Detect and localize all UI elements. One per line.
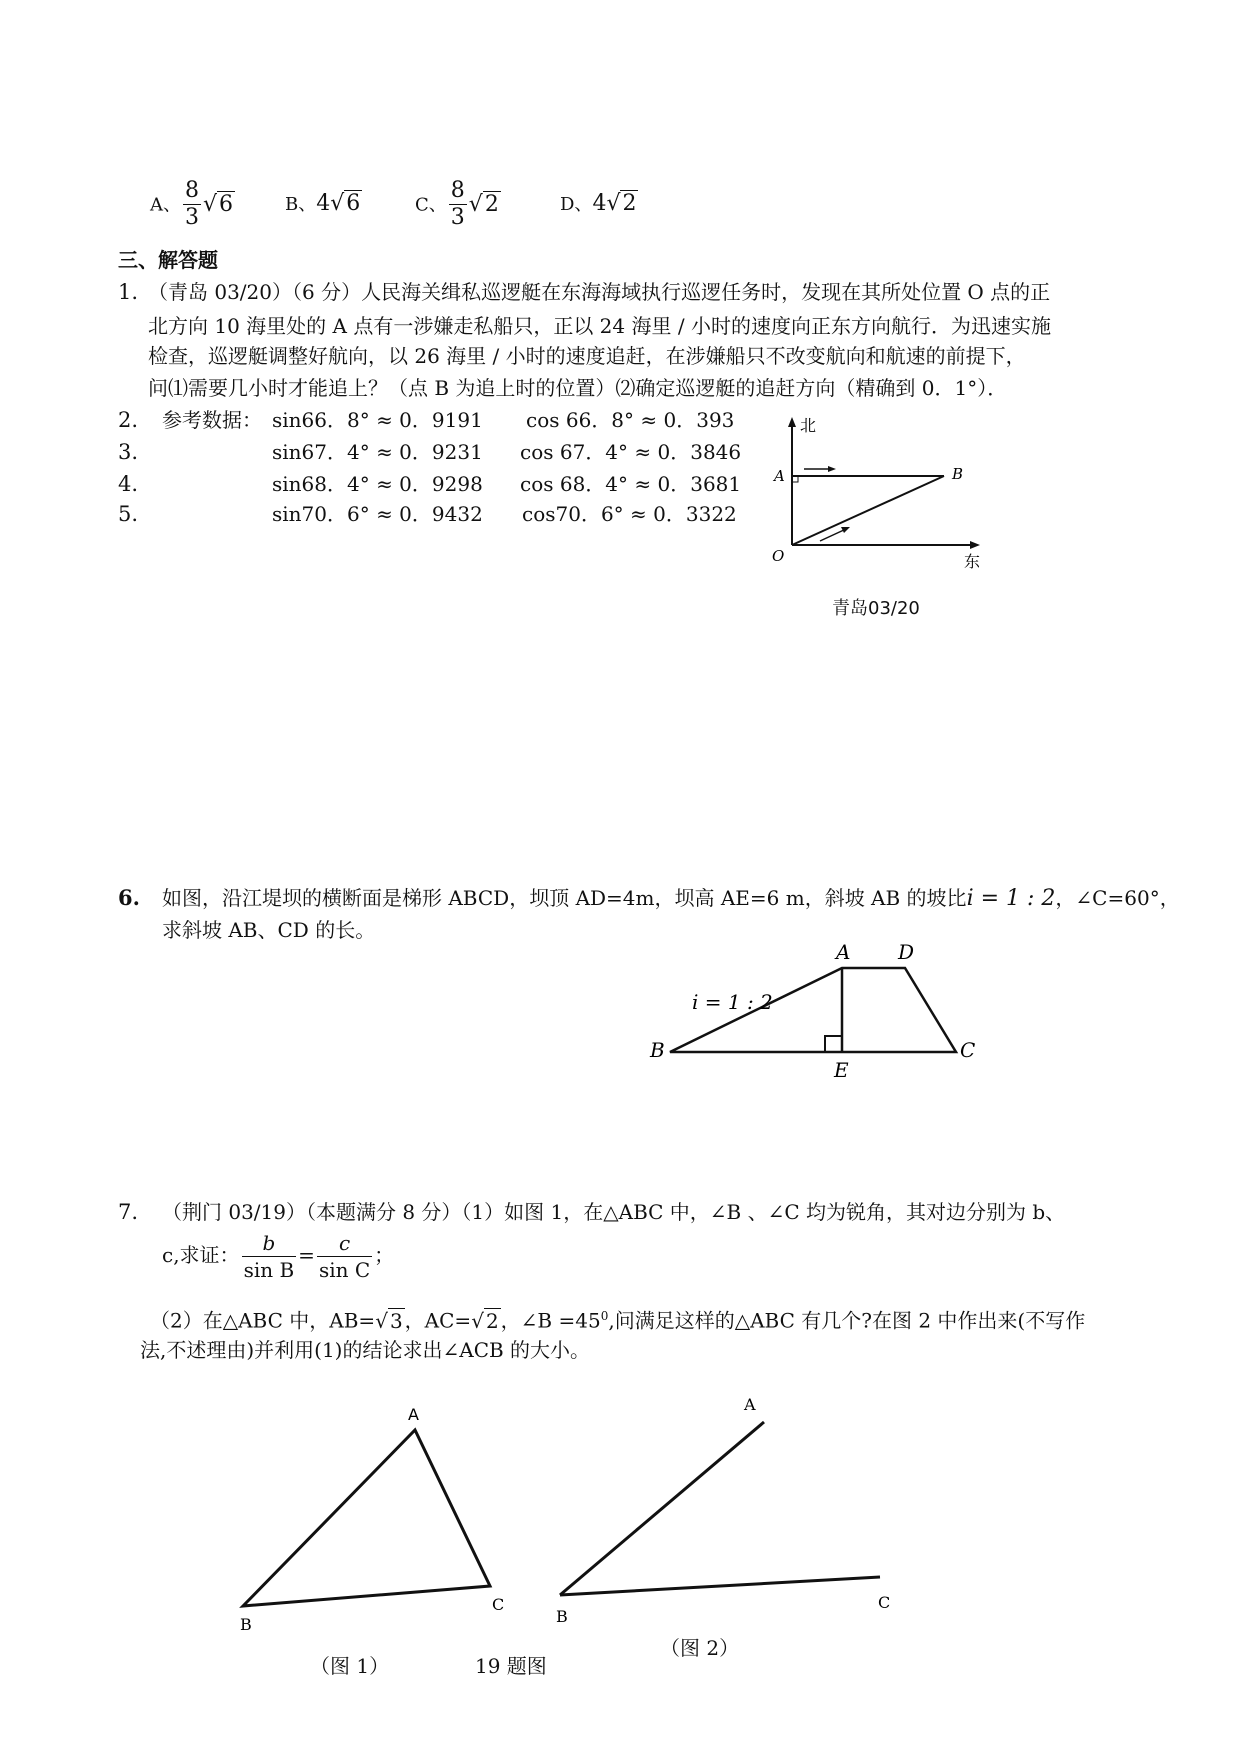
ref-sin-4: sin70．6° ≈ 0．9432 bbox=[272, 502, 483, 526]
label-north: 北 bbox=[800, 416, 817, 435]
section-heading: 三、解答题 bbox=[118, 248, 218, 272]
label-b: B bbox=[650, 1038, 665, 1062]
ref-num-4: 4. bbox=[118, 472, 139, 496]
q6-line-2: 求斜坡 AB、CD 的长。 bbox=[162, 918, 376, 942]
q7-frac-c: $\frac{c}{\text{sin C}}$ bbox=[318, 1231, 371, 1282]
choice-a-denominator: 3 bbox=[185, 205, 199, 230]
label-east: 东 bbox=[964, 552, 981, 571]
figure-caption-19: 19 题图 bbox=[475, 1654, 547, 1678]
choice-c-label: C、 bbox=[415, 194, 447, 216]
segment-ob bbox=[792, 476, 944, 545]
q7-line-3: （2）在△ABC 中，AB=√ 3 ，AC=√ 2 ，∠B $=45^0$,问满足这样的△ABC 有几个?在图 2 中作出来(不写作 bbox=[150, 1308, 1086, 1333]
choice-b-sqrt: √6 bbox=[330, 191, 361, 216]
choice-a bbox=[150, 178, 235, 231]
q1-line-3: 检查，巡逻艇调整好航向，以 26 海里 / 小时的速度追赶，在涉嫌船只不改变航向和航速的前提下， bbox=[148, 344, 1026, 368]
ref-sin-3: sin68．4° ≈ 0．9298 bbox=[272, 472, 483, 496]
q7-line-1: （荆门 03/19）（本题满分 8 分）（1）如图 1，在△ABC 中，∠B 、∠C 均为锐角，其对边分别为 b、 bbox=[162, 1200, 1066, 1224]
ref-sin-2: sin67．4° ≈ 0．9231 bbox=[272, 440, 483, 464]
choice-a-numerator: 8 bbox=[185, 178, 199, 203]
label-c: C bbox=[960, 1038, 976, 1062]
ray-bc bbox=[560, 1577, 880, 1595]
right-angle-mark bbox=[825, 1036, 842, 1052]
choice-d: D、4√2 bbox=[560, 191, 637, 216]
q1-line-4: 问⑴需要几小时才能追上？（点 B 为追上时的位置）⑵确定巡逻艇的追赶方向（精确到 0．1°）． bbox=[148, 376, 1008, 400]
fig1-label-a: A bbox=[408, 1405, 419, 1424]
east-arrow-icon bbox=[970, 541, 980, 549]
ray-ba bbox=[560, 1422, 764, 1595]
label-a: A bbox=[836, 940, 851, 964]
q6-ratio: i = 1 : 2 bbox=[966, 886, 1056, 911]
choice-a-sqrt: √6 bbox=[203, 191, 234, 217]
figure-2-caption: （图 2） bbox=[660, 1636, 740, 1660]
ref-prefix: 参考数据： bbox=[162, 408, 262, 432]
q7-frac-b: $\frac{b}{\text{sin B}}$ bbox=[243, 1231, 295, 1282]
ref-sin-1: sin66．8° ≈ 0．9191 bbox=[272, 408, 483, 432]
q1-line-2: 北方向 10 海里处的 A 点有一涉嫌走私船只，正以 24 海里 / 小时的速度向正东方向航行．为迅速实施 bbox=[148, 314, 1051, 338]
q1-line-1: （青岛 03/20）（6 分）人民海关缉私巡逻艇在东海海域执行巡逻任务时，发现在其所处位置 O 点的正 bbox=[148, 280, 1051, 304]
label-e: E bbox=[834, 1058, 849, 1082]
q7-line-2: c,求证： $\frac{b}{\text{sin B}}$ = $\frac{c}{\text{sin C}}$ ； bbox=[162, 1231, 395, 1282]
ref-num-5: 5. bbox=[118, 502, 139, 526]
label-o: O bbox=[772, 547, 785, 565]
choice-d-sqrt: √2 bbox=[606, 191, 637, 216]
fig2-label-a: A bbox=[744, 1395, 756, 1414]
label-d: D bbox=[898, 940, 915, 964]
choice-c-sqrt: √2 bbox=[468, 191, 499, 217]
label-a: A bbox=[774, 467, 785, 485]
q1-number: 1. bbox=[118, 280, 139, 304]
ship-direction-arrow-icon bbox=[828, 466, 836, 472]
ref-cos-4: cos70．6° ≈ 0．3322 bbox=[522, 502, 737, 526]
choice-b-label: B、 bbox=[285, 194, 317, 215]
label-b: B bbox=[952, 465, 964, 483]
figure-qingdao-caption: 青岛03/20 bbox=[832, 598, 920, 619]
choice-d-label: D、 bbox=[560, 194, 593, 215]
choice-a-label: A、 bbox=[150, 194, 181, 216]
q7-line-4: 法,不述理由)并利用(1)的结论求出∠ACB 的大小。 bbox=[140, 1338, 591, 1362]
q7-number: 7. bbox=[118, 1200, 139, 1224]
fig1-label-c: C bbox=[492, 1595, 505, 1614]
ref-cos-3: cos 68．4° ≈ 0．3681 bbox=[520, 472, 742, 496]
choice-row bbox=[150, 178, 750, 238]
figure-1-caption: （图 1） bbox=[310, 1654, 390, 1678]
fig2-label-b: B bbox=[556, 1607, 568, 1626]
choice-c: C、 $\frac{8}{3}$ √2 bbox=[415, 178, 499, 230]
figure-triangles bbox=[230, 1390, 910, 1640]
figure-dam bbox=[640, 935, 980, 1085]
label-slope: i = 1 : 2 bbox=[692, 990, 773, 1014]
ref-cos-2: cos 67．4° ≈ 0．3846 bbox=[520, 440, 742, 464]
q6-number: 6. bbox=[118, 885, 140, 910]
figure-qingdao bbox=[760, 415, 1000, 615]
north-arrow-icon bbox=[788, 417, 796, 427]
q6-line-1: 如图，沿江堤坝的横断面是梯形 ABCD，坝顶 AD=4m，坝高 AE=6 m，斜坡 AB 的坡比i = 1 : 2，∠C=60°， bbox=[162, 886, 1180, 911]
choice-b: B、4√6 bbox=[285, 191, 361, 216]
ref-num-2: 2. bbox=[118, 408, 139, 432]
triangle-abc bbox=[243, 1430, 490, 1606]
fig2-label-c: C bbox=[878, 1593, 891, 1612]
fig1-label-b: B bbox=[240, 1615, 252, 1634]
ref-num-3: 3. bbox=[118, 440, 139, 464]
ref-cos-1: cos 66．8° ≈ 0．393 bbox=[526, 408, 735, 432]
